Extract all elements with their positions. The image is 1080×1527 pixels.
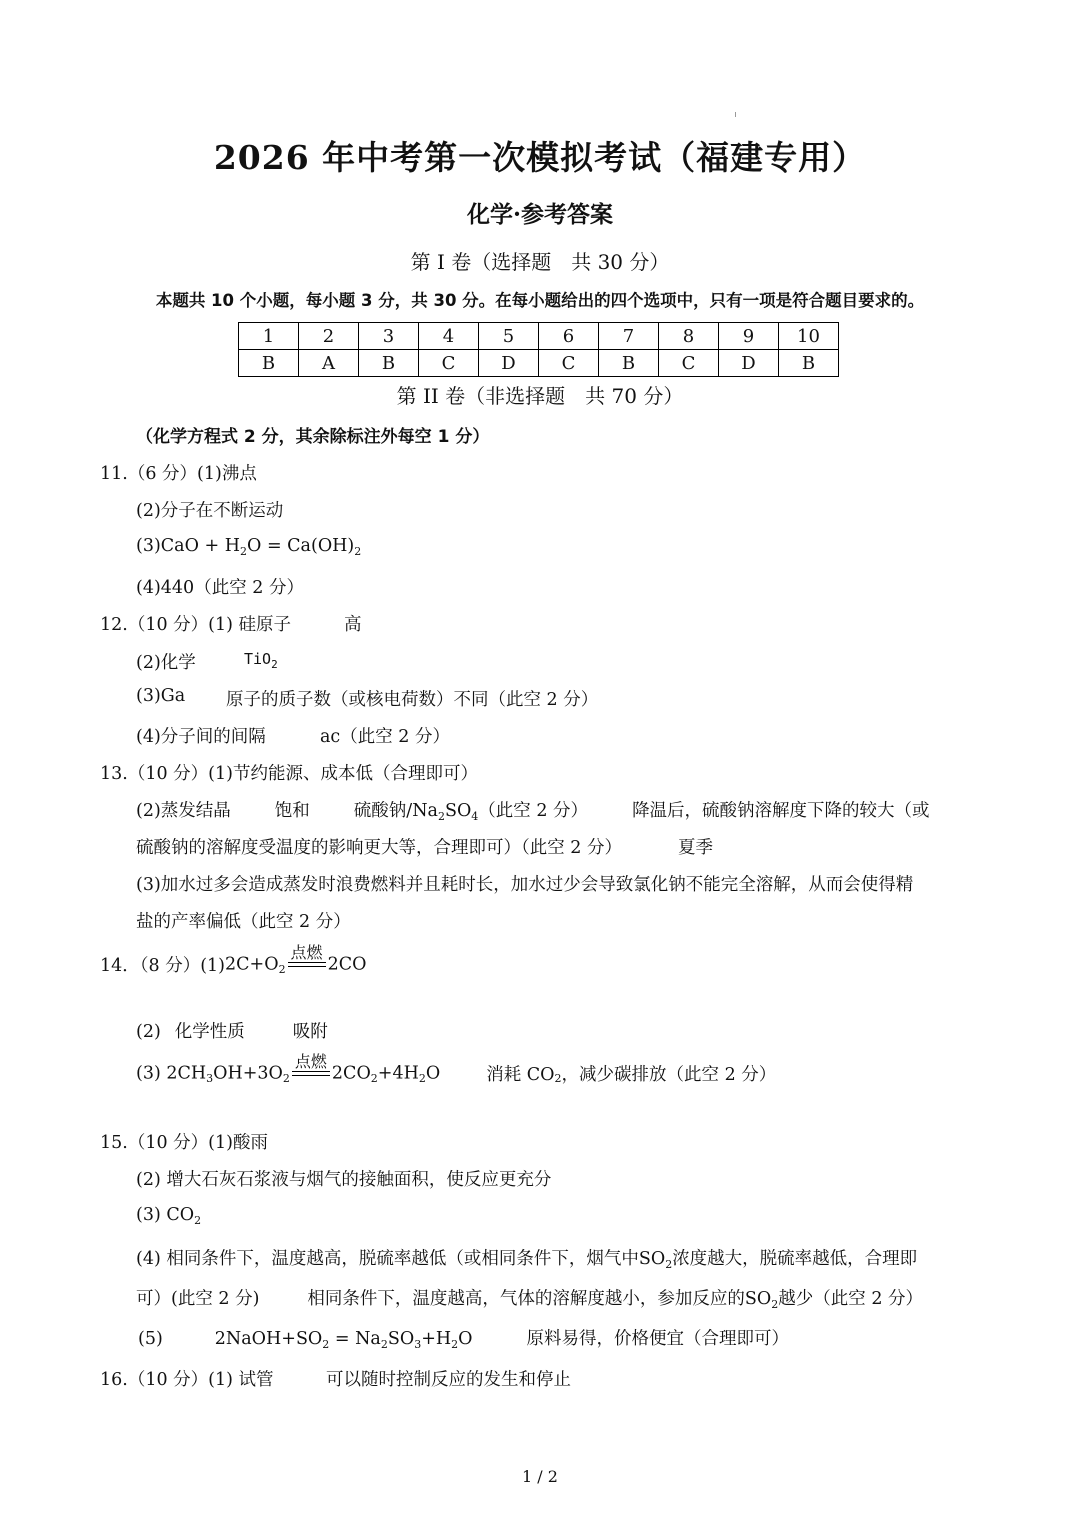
q12-line2-b (244, 650, 278, 671)
q11-line2: (2)分子在不断运动 (136, 501, 284, 521)
subscript: 2 (282, 1072, 290, 1085)
q15-score-note: 可）(此空 2 分) (136, 1289, 260, 1309)
subscript: 2 (665, 1258, 673, 1271)
page-title: 2026 年中考第一次模拟考试（福建专用） (213, 138, 867, 177)
q13-line4: (3)加水过多会造成蒸发时浪费燃料并且耗时长，加水过少会导致氯化钠不能完全溶解，从而会使得精 (136, 875, 914, 895)
question-number: 6 (539, 323, 599, 350)
answer-table-answers-row (239, 350, 839, 377)
reaction-arrow (292, 1053, 330, 1094)
part1-intro: 本题共 10 个小题，每小题 3 分，共 30 分。在每小题给出的四个选项中，只有一项是符合题目要求的。 (155, 291, 925, 310)
q13-answer: 降温后，硫酸钠溶解度下降的较大（或 (632, 801, 930, 821)
question-number: 3 (359, 323, 419, 350)
q15-equation: +H (421, 1329, 452, 1349)
answer-cell: B (239, 350, 299, 377)
q15-equation: SO (387, 1329, 415, 1349)
q13-score-note: （此空 2 分） (478, 801, 589, 821)
answer-table-numbers-row (239, 323, 839, 350)
answer-cell: B (599, 350, 659, 377)
subscript: 2 (380, 1338, 388, 1351)
answer-cell: D (719, 350, 779, 377)
q15-line5 (136, 1285, 923, 1311)
q14-equation: 2C+O (225, 954, 279, 975)
subscript: 2 (451, 1338, 459, 1351)
q15-line4 (136, 1245, 917, 1271)
part1-heading: 第 I 卷（选择题 共 30 分） (410, 250, 670, 274)
subscript: 2 (370, 1072, 378, 1085)
q15-line2: (2) 增大石灰石浆液与烟气的接触面积，使反应更充分 (136, 1170, 552, 1190)
q16-head-answer: 可以随时控制反应的发生和停止 (326, 1370, 571, 1390)
question-number: 5 (479, 323, 539, 350)
answer-cell: A (299, 350, 359, 377)
q14-head (100, 944, 366, 985)
q15-answer: (4) 相同条件下，温度越高，脱硫率越低（或相同条件下，烟气中SO (136, 1249, 666, 1269)
subscript: 2 (554, 1072, 562, 1085)
q15-answer: 浓度越大，脱硫率越低，合理即 (672, 1249, 918, 1269)
subscript: 2 (278, 963, 286, 976)
q13-answer: SO (444, 801, 472, 821)
q15-equation: O (458, 1329, 473, 1349)
q15-answer: (3) CO (136, 1205, 195, 1225)
answer-table (238, 322, 839, 377)
q12-line3-a: (3)Ga (136, 686, 186, 706)
answer-cell: B (359, 350, 419, 377)
question-number: 2 (299, 323, 359, 350)
q12-line4-a: (4)分子间的间隔 (136, 727, 266, 747)
subscript: 2 (354, 545, 362, 558)
q14-equation: 2CH (166, 1063, 207, 1084)
page-number: 1 / 2 (522, 1467, 558, 1486)
q15-answer: 越少（此空 2 分） (778, 1289, 924, 1309)
q13-line5: 盐的产率偏低（此空 2 分） (136, 912, 351, 932)
q11-equation: CaO + H (160, 536, 241, 556)
q12-head-answer: 高 (344, 615, 362, 635)
q16-head: 16.（10 分）(1) 试管 (100, 1370, 274, 1390)
q11-head: 11.（6 分）(1)沸点 (100, 464, 257, 484)
q14-equation: OH+3O (213, 1063, 283, 1084)
answer-cell: D (479, 350, 539, 377)
subscript: 2 (194, 1214, 202, 1227)
q13-answer: 硫酸钠/Na (353, 801, 438, 821)
q13-line3 (136, 834, 713, 859)
subscript: 4 (471, 810, 479, 823)
q15-answer: 相同条件下，温度越高，气体的溶解度越小，参加反应的SO (307, 1289, 772, 1309)
question-number: 4 (419, 323, 479, 350)
q11-line4: (4)440（此空 2 分） (136, 578, 304, 598)
q14-part-label: (3) (136, 1063, 167, 1084)
q14-line2 (136, 1018, 328, 1043)
q13-answer: 饱和 (274, 801, 310, 821)
q14-answer: 吸附 (292, 1022, 328, 1042)
question-number: 1 (239, 323, 299, 350)
q13-answer: (2)蒸发结晶 (136, 801, 231, 821)
subscript: 3 (206, 1072, 214, 1085)
q14-label: 14．（8 分）(1) (100, 956, 226, 976)
q12-line4-b: ac（此空 2 分） (320, 727, 450, 747)
part2-heading: 第 II 卷（非选择题 共 70 分） (396, 384, 684, 408)
q13-head: 13.（10 分）(1)节约能源、成本低（合理即可） (100, 764, 478, 784)
q12-formula: TiO (244, 650, 272, 668)
q15-line3 (136, 1205, 201, 1227)
subscript: 2 (771, 1298, 779, 1311)
part2-note: （化学方程式 2 分，其余除标注外每空 1 分） (136, 427, 490, 447)
q14-equation: O (425, 1063, 441, 1084)
question-number: 10 (779, 323, 839, 350)
answer-cell: C (659, 350, 719, 377)
subscript: 2 (240, 545, 248, 558)
q11-part-label: (3) (136, 536, 161, 556)
q14-line3 (136, 1053, 776, 1094)
q12-line2-a: (2)化学 (136, 653, 196, 673)
q14-answer: 化学性质 (174, 1022, 245, 1042)
answer-cell: B (779, 350, 839, 377)
answer-cell: C (419, 350, 479, 377)
scan-mark (735, 112, 736, 117)
question-number: 9 (719, 323, 779, 350)
subscript: 2 (437, 810, 445, 823)
q13-answer: 夏季 (678, 838, 714, 858)
question-number: 7 (599, 323, 659, 350)
reaction-condition: 点燃 (294, 1052, 327, 1071)
q14-equation: +4H (377, 1063, 419, 1084)
answer-cell: C (539, 350, 599, 377)
q15-part-label: (5) (138, 1329, 163, 1349)
q14-equation: 2CO (327, 954, 367, 975)
page-subtitle: 化学·参考答案 (466, 201, 613, 228)
q15-line6 (138, 1325, 789, 1351)
q11-equation: O = Ca(OH) (247, 536, 355, 556)
q15-answer: 原料易得，价格便宜（合理即可） (526, 1329, 789, 1349)
reaction-condition: 点燃 (290, 943, 323, 962)
q14-answer: ，减少碳排放（此空 2 分） (561, 1065, 777, 1085)
subscript: 3 (414, 1338, 422, 1351)
q15-equation: 2NaOH+SO (214, 1329, 323, 1349)
subscript: 2 (418, 1072, 426, 1085)
subscript: 2 (271, 658, 278, 671)
q15-head: 15.（10 分）(1)酸雨 (100, 1133, 268, 1153)
q14-part-label: (2) (136, 1022, 161, 1042)
q13-line2 (136, 797, 930, 823)
reaction-arrow (288, 944, 326, 985)
question-number: 8 (659, 323, 719, 350)
q12-line3-b: 原子的质子数（或核电荷数）不同（此空 2 分） (226, 690, 599, 710)
q12-head: 12.（10 分）(1) 硅原子 (100, 615, 292, 635)
q11-line3 (136, 536, 361, 558)
subscript: 2 (322, 1338, 330, 1351)
q13-answer: 硫酸钠的溶解度受温度的影响更大等，合理即可）（此空 2 分） (136, 838, 623, 858)
q14-answer: 消耗 CO (486, 1065, 555, 1085)
q15-equation: = Na (329, 1329, 381, 1349)
q14-equation: 2CO (331, 1063, 371, 1084)
